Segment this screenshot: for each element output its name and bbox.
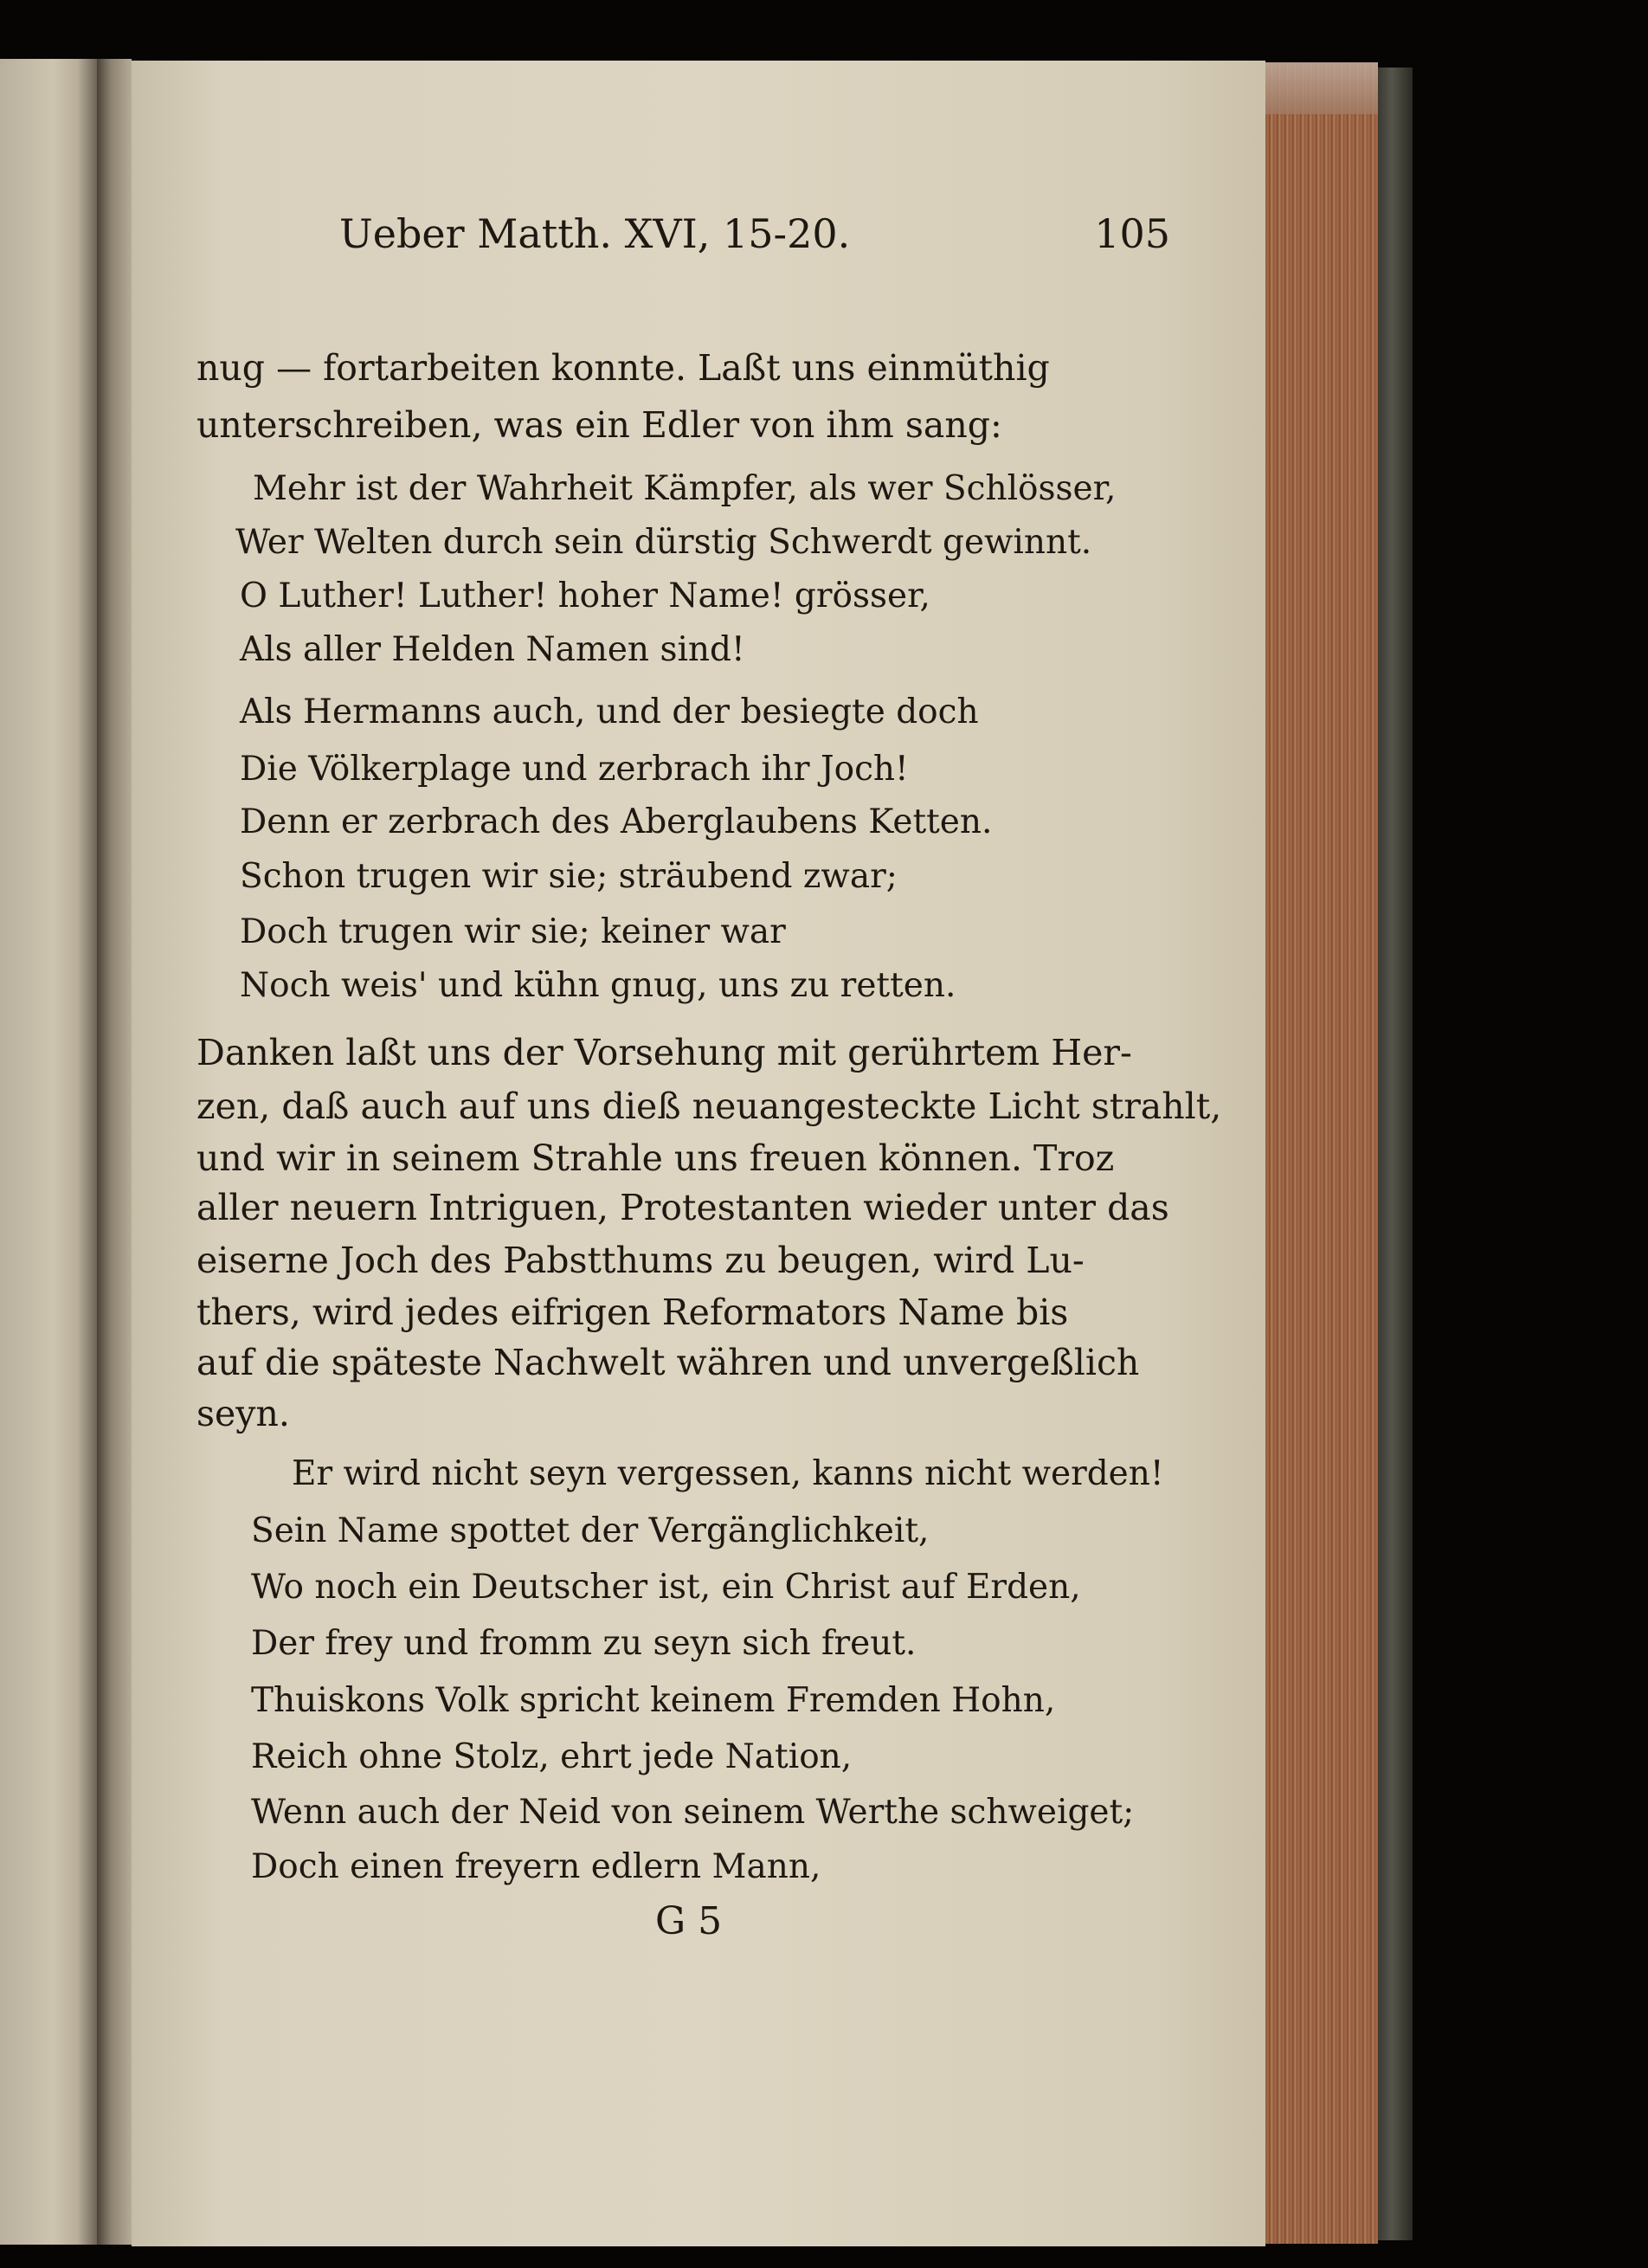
text-line: und wir in seinem Strahle uns freuen können. Troz (196, 1137, 1115, 1179)
page-block-top (1265, 62, 1378, 114)
book-page (132, 61, 1265, 2246)
verse-line: Der frey und fromm zu seyn sich freut. (251, 1624, 917, 1663)
verse-line: Mehr ist der Wahrheit Kämpfer, als wer Schlösser, (253, 469, 1117, 508)
text-line: Danken laßt uns der Vorsehung mit gerührtem Her- (196, 1032, 1132, 1073)
verse-line: Denn er zerbrach des Aberglaubens Ketten. (240, 802, 993, 841)
page-block-edges (1265, 62, 1378, 2244)
verse-line: Schon trugen wir sie; sträubend zwar; (240, 857, 898, 896)
verse-line: Doch trugen wir sie; keiner war (240, 912, 786, 951)
book-gutter (97, 59, 132, 2245)
verse-line: Wenn auch der Neid von seinem Werthe schweiget; (251, 1793, 1135, 1832)
signature-mark: G 5 (655, 1899, 723, 1943)
verse-line: Reich ohne Stolz, ehrt jede Nation, (251, 1737, 853, 1776)
page-content (132, 61, 1265, 2246)
text-line: thers, wird jedes eifrigen Reformators Name bis (196, 1292, 1069, 1333)
verse-line: Als Hermanns auch, und der besiegte doch (240, 693, 979, 731)
text-line: nug — fortarbeiten konnte. Laßt uns einmüthig (196, 347, 1050, 389)
text-line: eiserne Joch des Pabstthums zu beugen, wird Lu- (196, 1240, 1085, 1281)
text-line: auf die späteste Nachwelt währen und unvergeßlich (196, 1342, 1140, 1383)
page-number: 105 (1094, 210, 1170, 257)
verse-line: Thuiskons Volk spricht keinem Fremden Hohn, (251, 1681, 1056, 1720)
running-title: Ueber Matth. XVI, 15-20. (339, 210, 851, 257)
verse-line: Noch weis' und kühn gnug, uns zu retten. (240, 966, 956, 1005)
verse-line: Er wird nicht seyn vergessen, kanns nicht werden! (292, 1454, 1164, 1493)
verse-line: O Luther! Luther! hoher Name! grösser, (240, 577, 930, 615)
left-page-edge (0, 59, 97, 2245)
running-header (339, 199, 1170, 268)
text-line: unterschreiben, was ein Edler von ihm sang: (196, 404, 1002, 446)
book-cover (1378, 68, 1413, 2240)
verse-line: Wo noch ein Deutscher ist, ein Christ auf Erden, (251, 1568, 1081, 1607)
text-line: aller neuern Intriguen, Protestanten wieder unter das (196, 1187, 1169, 1228)
verse-line: Als aller Helden Namen sind! (240, 630, 745, 669)
verse-line: Wer Welten durch sein dürstig Schwerdt gewinnt. (235, 523, 1092, 562)
verse-line: Doch einen freyern edlern Mann, (251, 1847, 821, 1886)
verse-line: Sein Name spottet der Vergänglichkeit, (251, 1511, 930, 1550)
text-line: zen, daß auch auf uns dieß neuangesteckte Licht strahlt, (196, 1086, 1222, 1127)
verse-line: Die Völkerplage und zerbrach ihr Joch! (240, 750, 909, 789)
text-line: seyn. (196, 1393, 290, 1434)
